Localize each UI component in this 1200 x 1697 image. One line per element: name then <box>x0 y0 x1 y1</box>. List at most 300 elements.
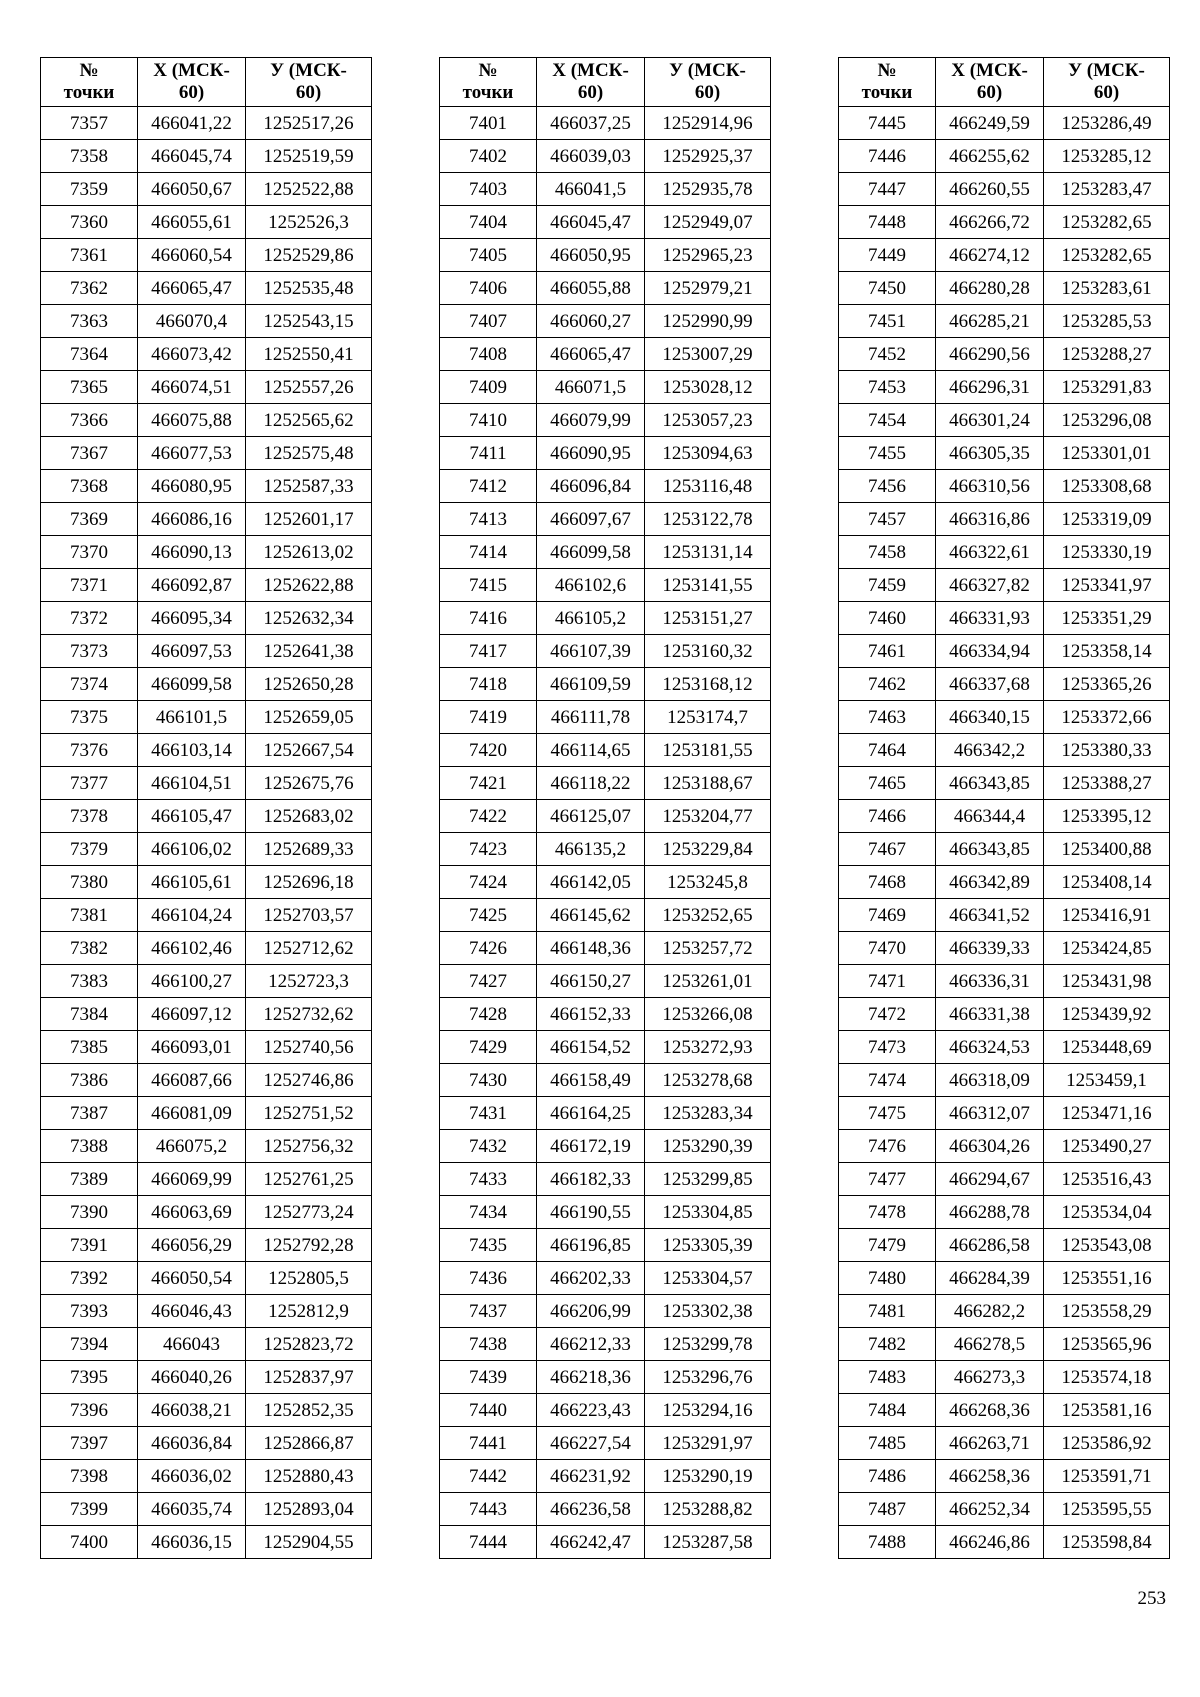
cell-y-coordinate: 1253586,92 <box>1044 1427 1170 1460</box>
cell-point-number: 7448 <box>839 206 936 239</box>
table-row <box>839 1328 1170 1361</box>
cell-y-coordinate: 1252659,05 <box>246 701 372 734</box>
table-row <box>41 305 372 338</box>
cell-x-coordinate: 466288,78 <box>936 1196 1044 1229</box>
cell-y-coordinate: 1252914,96 <box>645 107 771 140</box>
cell-x-coordinate: 466104,24 <box>138 899 246 932</box>
cell-y-coordinate: 1253581,16 <box>1044 1394 1170 1427</box>
cell-x-coordinate: 466158,49 <box>537 1064 645 1097</box>
cell-point-number: 7424 <box>440 866 537 899</box>
cell-y-coordinate: 1252837,97 <box>246 1361 372 1394</box>
cell-y-coordinate: 1252712,62 <box>246 932 372 965</box>
cell-point-number: 7376 <box>41 734 138 767</box>
table-row <box>440 569 771 602</box>
cell-y-coordinate: 1253131,14 <box>645 536 771 569</box>
cell-x-coordinate: 466069,99 <box>138 1163 246 1196</box>
cell-point-number: 7440 <box>440 1394 537 1427</box>
cell-x-coordinate: 466152,33 <box>537 998 645 1031</box>
table-row <box>440 668 771 701</box>
cell-point-number: 7365 <box>41 371 138 404</box>
table-row <box>440 1460 771 1493</box>
table-header-row <box>41 58 372 107</box>
cell-x-coordinate: 466255,62 <box>936 140 1044 173</box>
table-row <box>839 437 1170 470</box>
cell-x-coordinate: 466263,71 <box>936 1427 1044 1460</box>
table-row <box>41 1196 372 1229</box>
cell-y-coordinate: 1253341,97 <box>1044 569 1170 602</box>
table-row <box>41 140 372 173</box>
cell-point-number: 7426 <box>440 932 537 965</box>
cell-point-number: 7485 <box>839 1427 936 1460</box>
cell-point-number: 7360 <box>41 206 138 239</box>
table-body <box>839 107 1170 1559</box>
cell-point-number: 7396 <box>41 1394 138 1427</box>
page-number: 253 <box>1137 1588 1166 1609</box>
cell-y-coordinate: 1253365,26 <box>1044 668 1170 701</box>
cell-x-coordinate: 466081,09 <box>138 1097 246 1130</box>
table-row <box>839 239 1170 272</box>
cell-y-coordinate: 1253395,12 <box>1044 800 1170 833</box>
cell-point-number: 7479 <box>839 1229 936 1262</box>
table-row <box>839 767 1170 800</box>
cell-point-number: 7474 <box>839 1064 936 1097</box>
cell-x-coordinate: 466114,65 <box>537 734 645 767</box>
table-row <box>41 965 372 998</box>
cell-point-number: 7430 <box>440 1064 537 1097</box>
cell-x-coordinate: 466065,47 <box>138 272 246 305</box>
cell-point-number: 7382 <box>41 932 138 965</box>
cell-y-coordinate: 1252773,24 <box>246 1196 372 1229</box>
cell-y-coordinate: 1253245,8 <box>645 866 771 899</box>
cell-x-coordinate: 466343,85 <box>936 833 1044 866</box>
table-row <box>440 1328 771 1361</box>
cell-x-coordinate: 466101,5 <box>138 701 246 734</box>
cell-y-coordinate: 1253304,57 <box>645 1262 771 1295</box>
cell-y-coordinate: 1253565,96 <box>1044 1328 1170 1361</box>
table-row <box>839 1427 1170 1460</box>
table-row <box>440 800 771 833</box>
cell-y-coordinate: 1253372,66 <box>1044 701 1170 734</box>
cell-y-coordinate: 1253299,85 <box>645 1163 771 1196</box>
cell-y-coordinate: 1252751,52 <box>246 1097 372 1130</box>
cell-x-coordinate: 466046,43 <box>138 1295 246 1328</box>
cell-point-number: 7397 <box>41 1427 138 1460</box>
cell-y-coordinate: 1253252,65 <box>645 899 771 932</box>
cell-x-coordinate: 466258,36 <box>936 1460 1044 1493</box>
cell-point-number: 7389 <box>41 1163 138 1196</box>
cell-point-number: 7412 <box>440 470 537 503</box>
cell-x-coordinate: 466340,15 <box>936 701 1044 734</box>
cell-y-coordinate: 1253291,97 <box>645 1427 771 1460</box>
cell-y-coordinate: 1253278,68 <box>645 1064 771 1097</box>
cell-x-coordinate: 466077,53 <box>138 437 246 470</box>
cell-y-coordinate: 1253431,98 <box>1044 965 1170 998</box>
cell-point-number: 7465 <box>839 767 936 800</box>
cell-x-coordinate: 466074,51 <box>138 371 246 404</box>
cell-x-coordinate: 466286,58 <box>936 1229 1044 1262</box>
cell-point-number: 7428 <box>440 998 537 1031</box>
table-row <box>440 1064 771 1097</box>
cell-x-coordinate: 466079,99 <box>537 404 645 437</box>
table-row <box>41 1229 372 1262</box>
cell-x-coordinate: 466092,87 <box>138 569 246 602</box>
cell-x-coordinate: 466154,52 <box>537 1031 645 1064</box>
table-row <box>839 866 1170 899</box>
cell-x-coordinate: 466190,55 <box>537 1196 645 1229</box>
cell-x-coordinate: 466105,47 <box>138 800 246 833</box>
cell-x-coordinate: 466105,61 <box>138 866 246 899</box>
cell-point-number: 7441 <box>440 1427 537 1460</box>
table-row <box>839 305 1170 338</box>
cell-x-coordinate: 466036,02 <box>138 1460 246 1493</box>
cell-y-coordinate: 1253319,09 <box>1044 503 1170 536</box>
cell-y-coordinate: 1253296,08 <box>1044 404 1170 437</box>
table-row <box>41 1295 372 1328</box>
cell-x-coordinate: 466223,43 <box>537 1394 645 1427</box>
cell-x-coordinate: 466040,26 <box>138 1361 246 1394</box>
cell-point-number: 7464 <box>839 734 936 767</box>
cell-y-coordinate: 1253181,55 <box>645 734 771 767</box>
cell-x-coordinate: 466339,33 <box>936 932 1044 965</box>
table-row <box>41 1163 372 1196</box>
cell-x-coordinate: 466093,01 <box>138 1031 246 1064</box>
cell-x-coordinate: 466273,3 <box>936 1361 1044 1394</box>
cell-y-coordinate: 1253471,16 <box>1044 1097 1170 1130</box>
table-row <box>839 107 1170 140</box>
table-row <box>41 206 372 239</box>
cell-point-number: 7433 <box>440 1163 537 1196</box>
cell-y-coordinate: 1253282,65 <box>1044 206 1170 239</box>
cell-point-number: 7417 <box>440 635 537 668</box>
header-point-number: № точки <box>839 58 936 107</box>
cell-y-coordinate: 1253291,83 <box>1044 371 1170 404</box>
table-header-row <box>440 58 771 107</box>
cell-x-coordinate: 466280,28 <box>936 272 1044 305</box>
cell-point-number: 7442 <box>440 1460 537 1493</box>
cell-x-coordinate: 466266,72 <box>936 206 1044 239</box>
table-row <box>839 932 1170 965</box>
coordinates-table <box>40 57 372 1559</box>
cell-point-number: 7435 <box>440 1229 537 1262</box>
cell-y-coordinate: 1253598,84 <box>1044 1526 1170 1559</box>
cell-point-number: 7408 <box>440 338 537 371</box>
cell-x-coordinate: 466246,86 <box>936 1526 1044 1559</box>
cell-x-coordinate: 466268,36 <box>936 1394 1044 1427</box>
cell-y-coordinate: 1252519,59 <box>246 140 372 173</box>
cell-y-coordinate: 1253459,1 <box>1044 1064 1170 1097</box>
table-row <box>41 1097 372 1130</box>
cell-x-coordinate: 466055,61 <box>138 206 246 239</box>
cell-x-coordinate: 466296,31 <box>936 371 1044 404</box>
cell-y-coordinate: 1252805,5 <box>246 1262 372 1295</box>
cell-point-number: 7383 <box>41 965 138 998</box>
table-row <box>41 503 372 536</box>
table-row <box>440 272 771 305</box>
table-row <box>41 833 372 866</box>
cell-x-coordinate: 466331,38 <box>936 998 1044 1031</box>
cell-point-number: 7381 <box>41 899 138 932</box>
cell-point-number: 7392 <box>41 1262 138 1295</box>
cell-y-coordinate: 1252935,78 <box>645 173 771 206</box>
table-row <box>440 1031 771 1064</box>
cell-y-coordinate: 1253534,04 <box>1044 1196 1170 1229</box>
table-row <box>440 239 771 272</box>
cell-point-number: 7472 <box>839 998 936 1031</box>
cell-y-coordinate: 1252703,57 <box>246 899 372 932</box>
cell-y-coordinate: 1253516,43 <box>1044 1163 1170 1196</box>
cell-x-coordinate: 466274,12 <box>936 239 1044 272</box>
cell-x-coordinate: 466043 <box>138 1328 246 1361</box>
cell-y-coordinate: 1252641,38 <box>246 635 372 668</box>
cell-x-coordinate: 466212,33 <box>537 1328 645 1361</box>
table-row <box>440 1493 771 1526</box>
cell-x-coordinate: 466103,14 <box>138 734 246 767</box>
table-row <box>440 206 771 239</box>
cell-y-coordinate: 1253229,84 <box>645 833 771 866</box>
cell-point-number: 7402 <box>440 140 537 173</box>
cell-y-coordinate: 1252746,86 <box>246 1064 372 1097</box>
cell-point-number: 7423 <box>440 833 537 866</box>
table-row <box>839 1163 1170 1196</box>
table-row <box>41 239 372 272</box>
cell-x-coordinate: 466310,56 <box>936 470 1044 503</box>
cell-y-coordinate: 1253290,39 <box>645 1130 771 1163</box>
cell-point-number: 7468 <box>839 866 936 899</box>
cell-y-coordinate: 1253424,85 <box>1044 932 1170 965</box>
table-row <box>839 1394 1170 1427</box>
cell-point-number: 7463 <box>839 701 936 734</box>
coordinates-table-1 <box>40 57 371 1559</box>
table-row <box>440 998 771 1031</box>
cell-y-coordinate: 1253351,29 <box>1044 602 1170 635</box>
cell-y-coordinate: 1252761,25 <box>246 1163 372 1196</box>
cell-point-number: 7475 <box>839 1097 936 1130</box>
cell-x-coordinate: 466102,6 <box>537 569 645 602</box>
table-row <box>839 833 1170 866</box>
cell-y-coordinate: 1252689,33 <box>246 833 372 866</box>
table-row <box>839 140 1170 173</box>
table-row <box>440 338 771 371</box>
cell-point-number: 7431 <box>440 1097 537 1130</box>
cell-point-number: 7486 <box>839 1460 936 1493</box>
cell-x-coordinate: 466196,85 <box>537 1229 645 1262</box>
cell-point-number: 7404 <box>440 206 537 239</box>
table-body <box>440 107 771 1559</box>
cell-x-coordinate: 466109,59 <box>537 668 645 701</box>
table-row <box>440 503 771 536</box>
table-row <box>41 107 372 140</box>
table-row <box>41 1427 372 1460</box>
cell-point-number: 7438 <box>440 1328 537 1361</box>
table-row <box>839 503 1170 536</box>
cell-y-coordinate: 1252965,23 <box>645 239 771 272</box>
table-row <box>41 701 372 734</box>
cell-y-coordinate: 1252792,28 <box>246 1229 372 1262</box>
table-row <box>839 899 1170 932</box>
table-row <box>440 899 771 932</box>
cell-y-coordinate: 1252622,88 <box>246 569 372 602</box>
cell-y-coordinate: 1253439,92 <box>1044 998 1170 1031</box>
cell-x-coordinate: 466135,2 <box>537 833 645 866</box>
cell-y-coordinate: 1253388,27 <box>1044 767 1170 800</box>
cell-point-number: 7384 <box>41 998 138 1031</box>
table-row <box>839 1493 1170 1526</box>
cell-y-coordinate: 1253288,27 <box>1044 338 1170 371</box>
cell-x-coordinate: 466099,58 <box>138 668 246 701</box>
cell-y-coordinate: 1252904,55 <box>246 1526 372 1559</box>
cell-x-coordinate: 466060,27 <box>537 305 645 338</box>
cell-y-coordinate: 1252723,3 <box>246 965 372 998</box>
table-row <box>41 767 372 800</box>
table-row <box>440 140 771 173</box>
cell-point-number: 7377 <box>41 767 138 800</box>
cell-y-coordinate: 1253168,12 <box>645 668 771 701</box>
table-row <box>839 965 1170 998</box>
cell-x-coordinate: 466041,22 <box>138 107 246 140</box>
cell-x-coordinate: 466063,69 <box>138 1196 246 1229</box>
header-x-coordinate: Х (МСК- 60) <box>537 58 645 107</box>
cell-x-coordinate: 466075,2 <box>138 1130 246 1163</box>
table-row <box>839 569 1170 602</box>
cell-point-number: 7480 <box>839 1262 936 1295</box>
cell-y-coordinate: 1253204,77 <box>645 800 771 833</box>
cell-point-number: 7450 <box>839 272 936 305</box>
cell-y-coordinate: 1252732,62 <box>246 998 372 1031</box>
cell-x-coordinate: 466343,85 <box>936 767 1044 800</box>
table-row <box>440 404 771 437</box>
cell-point-number: 7460 <box>839 602 936 635</box>
table-row <box>440 866 771 899</box>
cell-y-coordinate: 1253380,33 <box>1044 734 1170 767</box>
cell-x-coordinate: 466294,67 <box>936 1163 1044 1196</box>
cell-y-coordinate: 1252675,76 <box>246 767 372 800</box>
cell-x-coordinate: 466050,67 <box>138 173 246 206</box>
cell-y-coordinate: 1253299,78 <box>645 1328 771 1361</box>
cell-y-coordinate: 1253287,58 <box>645 1526 771 1559</box>
cell-point-number: 7415 <box>440 569 537 602</box>
cell-x-coordinate: 466073,42 <box>138 338 246 371</box>
cell-point-number: 7414 <box>440 536 537 569</box>
cell-y-coordinate: 1253595,55 <box>1044 1493 1170 1526</box>
cell-x-coordinate: 466312,07 <box>936 1097 1044 1130</box>
table-row <box>839 668 1170 701</box>
cell-point-number: 7395 <box>41 1361 138 1394</box>
table-row <box>839 173 1170 206</box>
cell-point-number: 7449 <box>839 239 936 272</box>
cell-y-coordinate: 1252522,88 <box>246 173 372 206</box>
cell-y-coordinate: 1253283,47 <box>1044 173 1170 206</box>
table-row <box>839 338 1170 371</box>
cell-y-coordinate: 1253094,63 <box>645 437 771 470</box>
table-row <box>41 899 372 932</box>
cell-y-coordinate: 1252990,99 <box>645 305 771 338</box>
cell-y-coordinate: 1253122,78 <box>645 503 771 536</box>
table-row <box>440 767 771 800</box>
cell-x-coordinate: 466284,39 <box>936 1262 1044 1295</box>
cell-y-coordinate: 1253543,08 <box>1044 1229 1170 1262</box>
cell-x-coordinate: 466236,58 <box>537 1493 645 1526</box>
cell-point-number: 7363 <box>41 305 138 338</box>
cell-y-coordinate: 1253290,19 <box>645 1460 771 1493</box>
cell-x-coordinate: 466331,93 <box>936 602 1044 635</box>
cell-point-number: 7406 <box>440 272 537 305</box>
cell-x-coordinate: 466249,59 <box>936 107 1044 140</box>
table-row <box>440 1097 771 1130</box>
table-row <box>839 272 1170 305</box>
table-row <box>839 1361 1170 1394</box>
cell-point-number: 7390 <box>41 1196 138 1229</box>
cell-x-coordinate: 466099,58 <box>537 536 645 569</box>
cell-x-coordinate: 466090,13 <box>138 536 246 569</box>
cell-point-number: 7405 <box>440 239 537 272</box>
cell-x-coordinate: 466071,5 <box>537 371 645 404</box>
table-row <box>839 1262 1170 1295</box>
cell-point-number: 7477 <box>839 1163 936 1196</box>
cell-x-coordinate: 466182,33 <box>537 1163 645 1196</box>
cell-x-coordinate: 466065,47 <box>537 338 645 371</box>
cell-y-coordinate: 1253288,82 <box>645 1493 771 1526</box>
cell-point-number: 7366 <box>41 404 138 437</box>
cell-x-coordinate: 466290,56 <box>936 338 1044 371</box>
cell-x-coordinate: 466095,34 <box>138 602 246 635</box>
cell-y-coordinate: 1253302,38 <box>645 1295 771 1328</box>
table-row <box>440 1427 771 1460</box>
cell-point-number: 7476 <box>839 1130 936 1163</box>
cell-point-number: 7361 <box>41 239 138 272</box>
cell-x-coordinate: 466202,33 <box>537 1262 645 1295</box>
table-row <box>839 1295 1170 1328</box>
cell-x-coordinate: 466336,31 <box>936 965 1044 998</box>
coordinates-table <box>838 57 1170 1559</box>
header-y-coordinate: У (МСК- 60) <box>1044 58 1170 107</box>
cell-y-coordinate: 1253591,71 <box>1044 1460 1170 1493</box>
cell-y-coordinate: 1253416,91 <box>1044 899 1170 932</box>
cell-point-number: 7439 <box>440 1361 537 1394</box>
cell-point-number: 7473 <box>839 1031 936 1064</box>
cell-point-number: 7394 <box>41 1328 138 1361</box>
table-row <box>839 1031 1170 1064</box>
cell-point-number: 7452 <box>839 338 936 371</box>
table-row <box>839 1130 1170 1163</box>
cell-point-number: 7429 <box>440 1031 537 1064</box>
coordinates-table-3 <box>838 57 1169 1559</box>
cell-y-coordinate: 1253296,76 <box>645 1361 771 1394</box>
table-row <box>839 1460 1170 1493</box>
cell-point-number: 7409 <box>440 371 537 404</box>
cell-x-coordinate: 466142,05 <box>537 866 645 899</box>
cell-point-number: 7387 <box>41 1097 138 1130</box>
cell-y-coordinate: 1253558,29 <box>1044 1295 1170 1328</box>
cell-y-coordinate: 1253308,68 <box>1044 470 1170 503</box>
table-row <box>440 734 771 767</box>
table-row <box>41 1361 372 1394</box>
table-row <box>41 734 372 767</box>
cell-point-number: 7391 <box>41 1229 138 1262</box>
table-row <box>839 701 1170 734</box>
cell-x-coordinate: 466145,62 <box>537 899 645 932</box>
cell-x-coordinate: 466164,25 <box>537 1097 645 1130</box>
cell-point-number: 7371 <box>41 569 138 602</box>
cell-y-coordinate: 1252740,56 <box>246 1031 372 1064</box>
cell-y-coordinate: 1253294,16 <box>645 1394 771 1427</box>
cell-point-number: 7446 <box>839 140 936 173</box>
table-row <box>839 470 1170 503</box>
cell-point-number: 7427 <box>440 965 537 998</box>
cell-point-number: 7434 <box>440 1196 537 1229</box>
cell-y-coordinate: 1253490,27 <box>1044 1130 1170 1163</box>
cell-x-coordinate: 466316,86 <box>936 503 1044 536</box>
cell-point-number: 7411 <box>440 437 537 470</box>
